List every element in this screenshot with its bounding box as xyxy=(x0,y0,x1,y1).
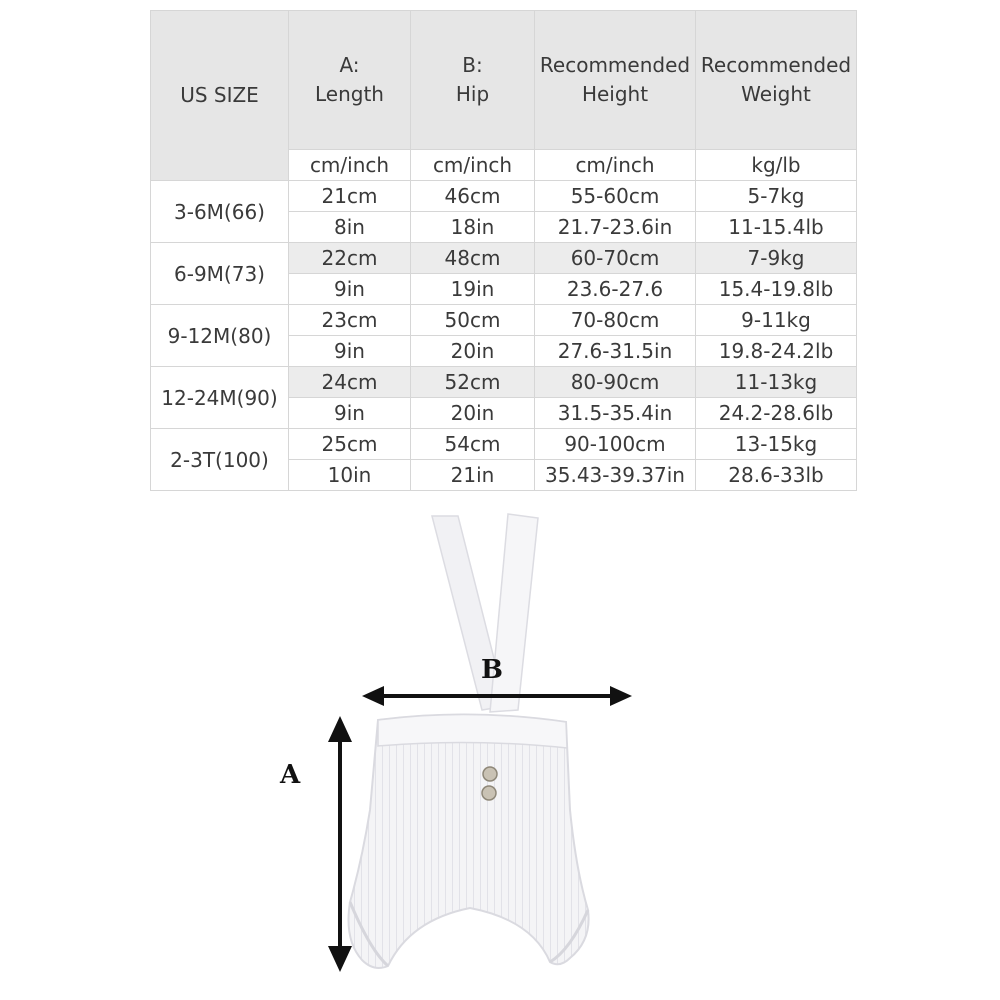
hip-label: B xyxy=(481,655,503,685)
table-cell: 21in xyxy=(411,460,535,491)
product-image xyxy=(270,510,670,990)
table-cell: 46cm xyxy=(411,181,535,212)
table-cell: 28.6-33lb xyxy=(696,460,857,491)
table-cell: 90-100cm xyxy=(535,429,696,460)
table-cell: 18in xyxy=(411,212,535,243)
table-cell: 7-9kg xyxy=(696,243,857,274)
table-cell: 9in xyxy=(289,336,411,367)
table-cell: 15.4-19.8lb xyxy=(696,274,857,305)
table-cell: 48cm xyxy=(411,243,535,274)
table-cell: 11-13kg xyxy=(696,367,857,398)
table-cell: 20in xyxy=(411,398,535,429)
table-row xyxy=(151,367,857,398)
table-cell: 10in xyxy=(289,460,411,491)
table-cell: 60-70cm xyxy=(535,243,696,274)
header-hip: B: Hip xyxy=(411,11,535,150)
table-cell: 11-15.4lb xyxy=(696,212,857,243)
header-us-size: US SIZE xyxy=(151,11,289,181)
unit-cell: cm/inch xyxy=(535,150,696,181)
table-cell: 24.2-28.6lb xyxy=(696,398,857,429)
table-cell: 22cm xyxy=(289,243,411,274)
waistband xyxy=(378,714,567,748)
size-name: 9-12M(80) xyxy=(151,305,289,367)
table-cell: 23.6-27.6 xyxy=(535,274,696,305)
header-row xyxy=(151,11,857,150)
table-row xyxy=(151,429,857,460)
table-cell: 19in xyxy=(411,274,535,305)
table-cell: 27.6-31.5in xyxy=(535,336,696,367)
table-cell: 55-60cm xyxy=(535,181,696,212)
unit-cell: cm/inch xyxy=(411,150,535,181)
table-cell: 25cm xyxy=(289,429,411,460)
table-row xyxy=(151,181,857,212)
table-cell: 50cm xyxy=(411,305,535,336)
table-cell: 70-80cm xyxy=(535,305,696,336)
table-cell: 19.8-24.2lb xyxy=(696,336,857,367)
table-cell: 9-11kg xyxy=(696,305,857,336)
table-cell: 52cm xyxy=(411,367,535,398)
size-name: 6-9M(73) xyxy=(151,243,289,305)
unit-cell: cm/inch xyxy=(289,150,411,181)
size-name: 3-6M(66) xyxy=(151,181,289,243)
table-cell: 21.7-23.6in xyxy=(535,212,696,243)
product-measurement-diagram xyxy=(270,510,670,990)
size-chart-table xyxy=(150,10,857,491)
table-cell: 5-7kg xyxy=(696,181,857,212)
size-name: 12-24M(90) xyxy=(151,367,289,429)
header-height: Recommended Height xyxy=(535,11,696,150)
button-top xyxy=(483,767,497,781)
table-cell: 54cm xyxy=(411,429,535,460)
table-cell: 23cm xyxy=(289,305,411,336)
table-cell: 8in xyxy=(289,212,411,243)
header-weight: Recommended Weight xyxy=(696,11,857,150)
table-cell: 24cm xyxy=(289,367,411,398)
unit-cell: kg/lb xyxy=(696,150,857,181)
length-label: A xyxy=(280,760,301,790)
table-row xyxy=(151,243,857,274)
table-cell: 13-15kg xyxy=(696,429,857,460)
table-cell: 31.5-35.4in xyxy=(535,398,696,429)
table-row xyxy=(151,305,857,336)
length-arrow xyxy=(328,716,352,972)
table-cell: 9in xyxy=(289,274,411,305)
header-length: A: Length xyxy=(289,11,411,150)
table-cell: 21cm xyxy=(289,181,411,212)
table-cell: 80-90cm xyxy=(535,367,696,398)
shorts-body xyxy=(349,714,589,968)
button-bottom xyxy=(482,786,496,800)
size-name: 2-3T(100) xyxy=(151,429,289,491)
table-cell: 20in xyxy=(411,336,535,367)
table-cell: 9in xyxy=(289,398,411,429)
table-cell: 35.43-39.37in xyxy=(535,460,696,491)
